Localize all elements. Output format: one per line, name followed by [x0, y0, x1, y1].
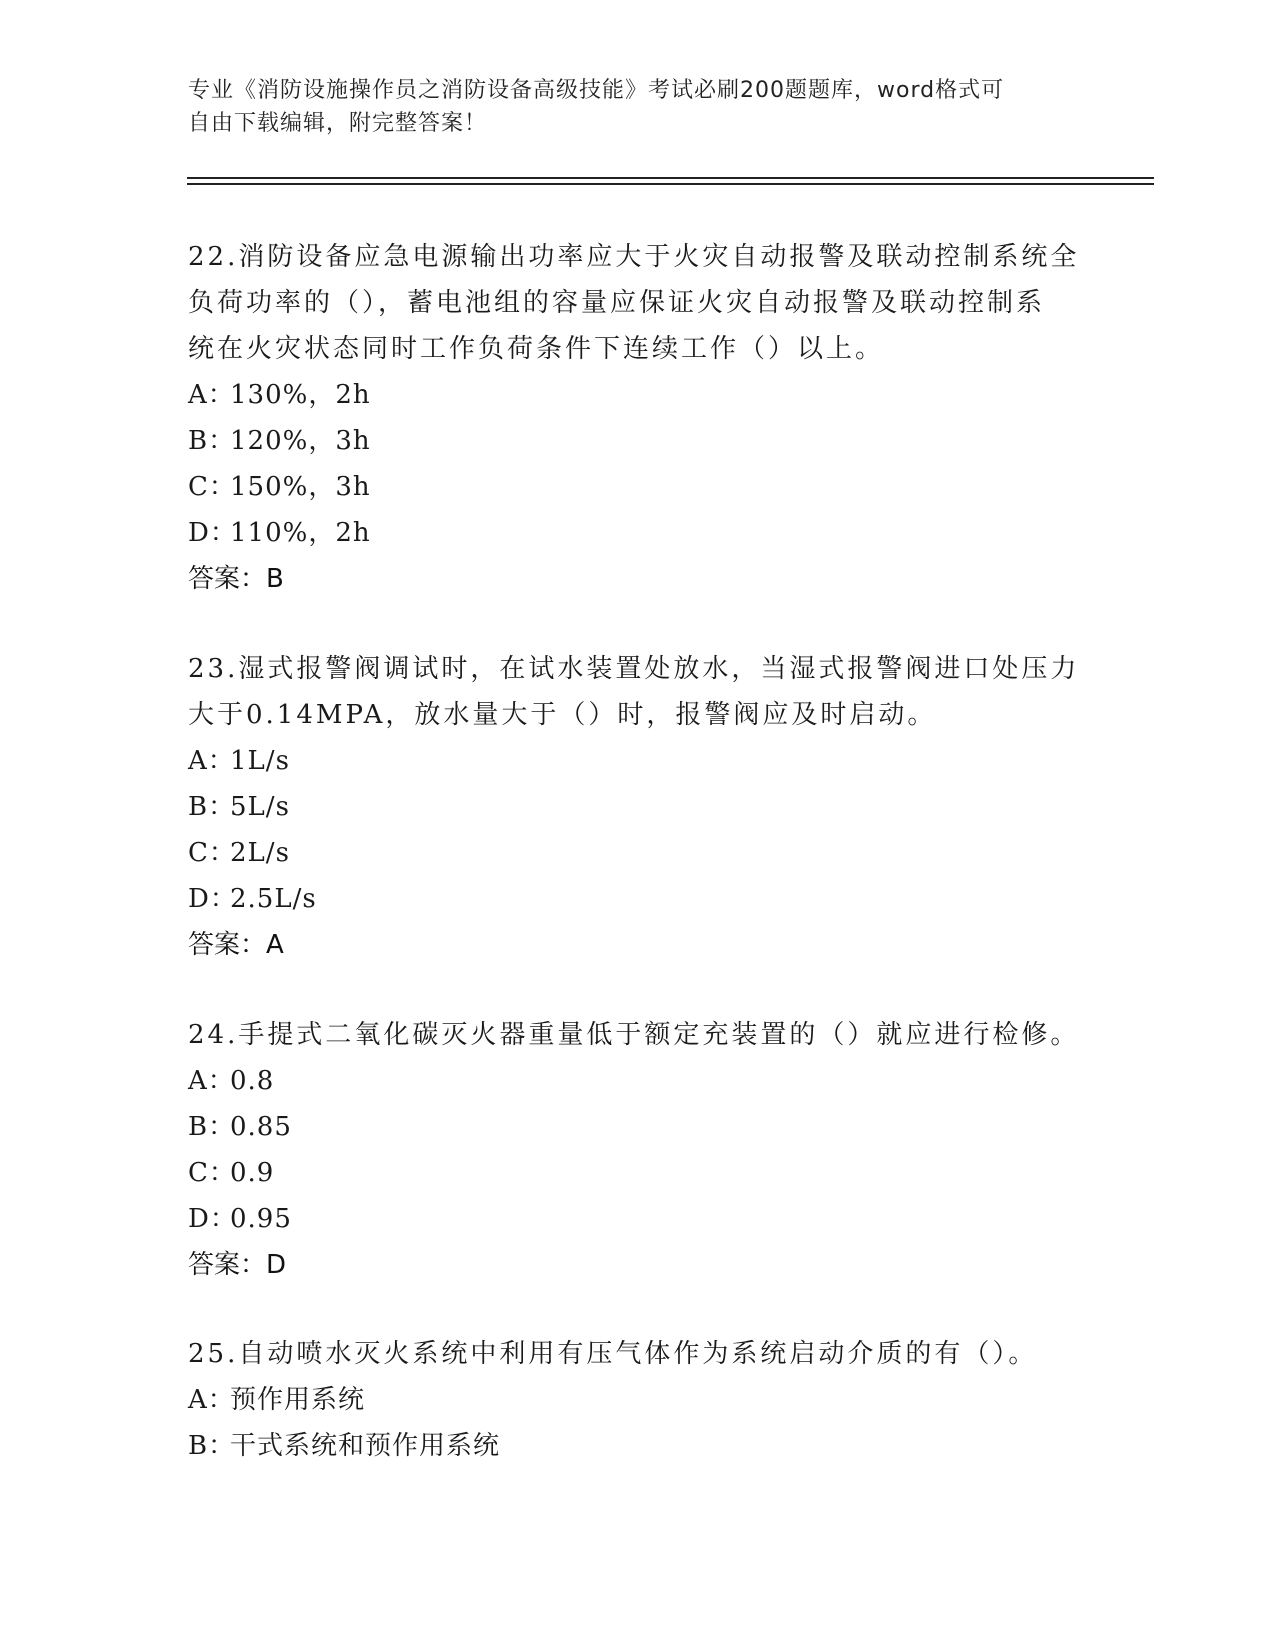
option-list	[188, 738, 1088, 922]
question-stem	[188, 1012, 1088, 1058]
option-b: B：120%，3h	[188, 426, 371, 456]
header-divider-top	[187, 177, 1154, 179]
answer-text: 答案：A	[188, 930, 284, 960]
option-b: B：5L/s	[188, 792, 290, 822]
question-stem	[188, 646, 1088, 738]
option-d: D：110%，2h	[188, 518, 371, 548]
answer-text: 答案：B	[188, 564, 284, 594]
stem-line: 24.手提式二氧化碳灭火器重量低于额定充装置的（）就应进行检修。	[188, 1020, 1080, 1050]
option-list	[188, 1058, 1088, 1242]
question-25	[188, 1331, 1088, 1469]
stem-line: 大于0.14MPA，放水量大于（）时，报警阀应及时启动。	[188, 700, 937, 730]
stem-line: 25.自动喷水灭火系统中利用有压气体作为系统启动介质的有（）。	[188, 1339, 1038, 1369]
option-b: B：干式系统和预作用系统	[188, 1431, 501, 1461]
question-24	[188, 1012, 1088, 1288]
option-a: A：预作用系统	[188, 1385, 366, 1415]
option-d: D：2.5L/s	[188, 884, 317, 914]
stem-line: 统在火灾状态同时工作负荷条件下连续工作（）以上。	[188, 334, 885, 364]
option-a: A：130%，2h	[188, 380, 371, 410]
question-22	[188, 234, 1088, 602]
option-list	[188, 1377, 1088, 1469]
question-23	[188, 646, 1088, 968]
header-divider-bottom	[187, 183, 1154, 185]
option-d: D：0.95	[188, 1204, 292, 1234]
question-stem	[188, 234, 1088, 372]
option-a: A：1L/s	[188, 746, 290, 776]
stem-line: 负荷功率的（），蓄电池组的容量应保证火灾自动报警及联动控制系	[188, 288, 1046, 318]
header-line-1: 专业《消防设施操作员之消防设备高级技能》考试必刷200题题库，word格式可	[188, 78, 1005, 103]
stem-line: 23.湿式报警阀调试时，在试水装置处放水，当湿式报警阀进口处压力	[188, 654, 1080, 684]
answer-text: 答案：D	[188, 1250, 287, 1280]
document-header	[188, 74, 1088, 140]
option-c: C：150%，3h	[188, 472, 371, 502]
question-stem	[188, 1331, 1088, 1377]
option-list	[188, 372, 1088, 556]
header-line-2: 自由下载编辑，附完整答案！	[188, 111, 488, 136]
option-b: B：0.85	[188, 1112, 292, 1142]
stem-line: 22.消防设备应急电源输出功率应大于火灾自动报警及联动控制系统全	[188, 242, 1080, 272]
option-c: C：2L/s	[188, 838, 290, 868]
option-c: C：0.9	[188, 1158, 275, 1188]
option-a: A：0.8	[188, 1066, 275, 1096]
